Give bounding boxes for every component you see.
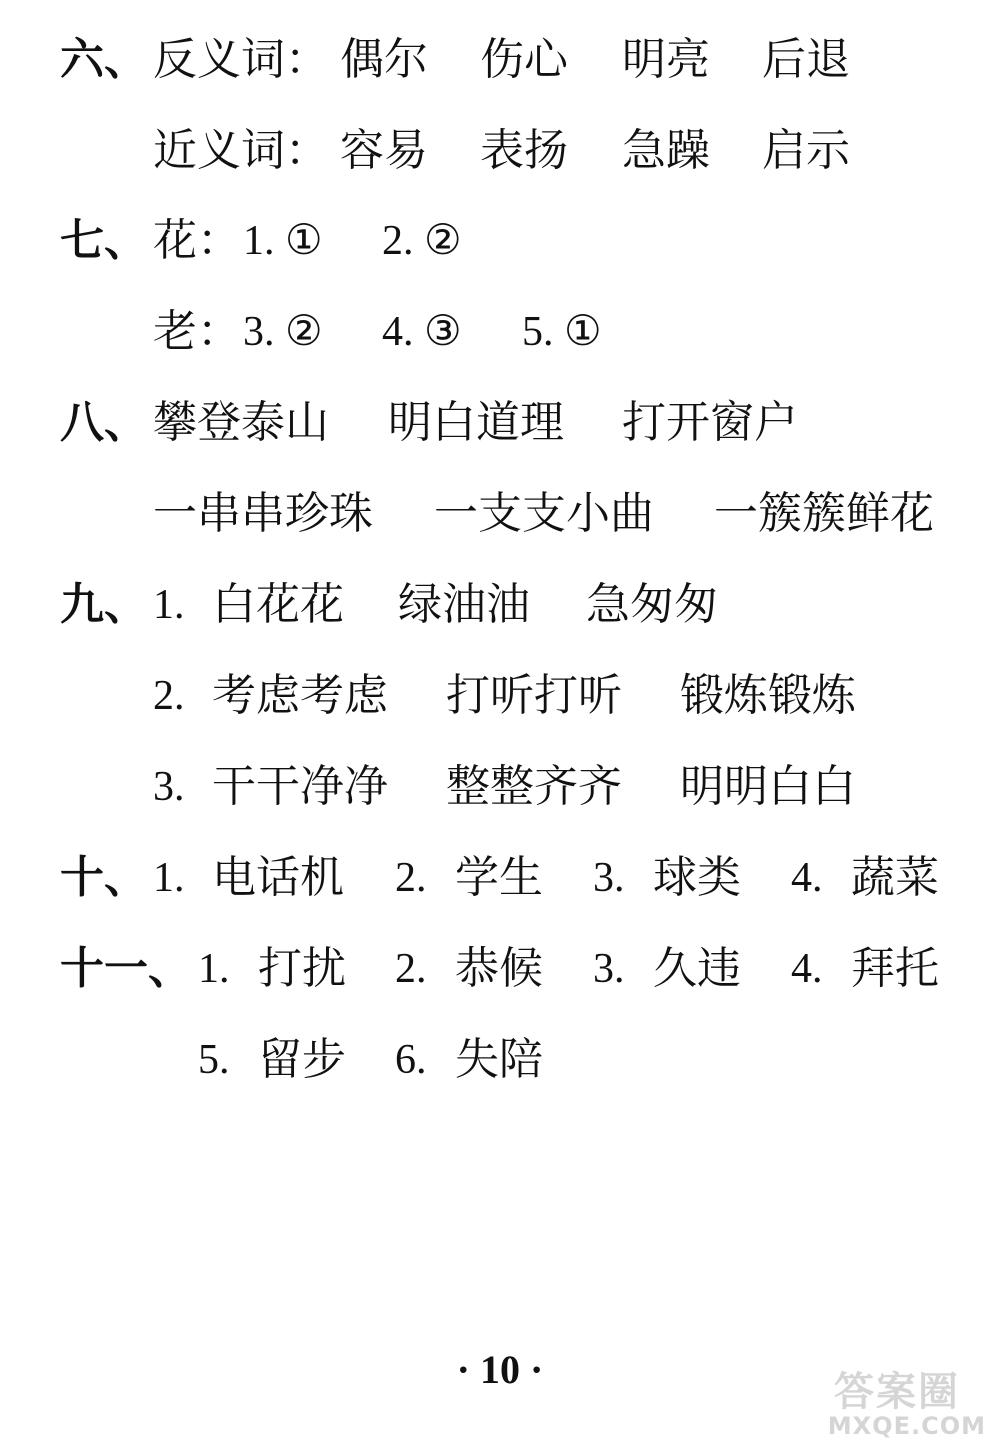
- item-number: 1.: [198, 946, 230, 992]
- label-synonyms: 近义词：: [153, 125, 329, 176]
- item-number: 3.: [593, 855, 625, 901]
- section-number: 十一、: [60, 943, 192, 994]
- answer-word: 锻炼锻炼: [680, 670, 856, 721]
- answer-word: 明明白白: [680, 761, 856, 812]
- answer-phrase: 一串串珍珠: [153, 488, 373, 539]
- answer-word: 蔬菜: [851, 852, 939, 903]
- item-number: 4.: [791, 855, 823, 901]
- item-number: 1.: [153, 855, 185, 901]
- answer-word: 偶尔: [340, 34, 428, 85]
- answer-word: 干干净净: [212, 761, 388, 812]
- answer-phrase: 攀登泰山: [153, 397, 329, 448]
- watermark-url: MXQE.COM: [827, 1412, 986, 1440]
- answer-word: 打听打听: [446, 670, 622, 721]
- item-number: 2.: [395, 946, 427, 992]
- answer-word: 明亮: [622, 34, 710, 85]
- item-number: 3.: [153, 764, 185, 810]
- answer-word: 白花花: [212, 579, 344, 630]
- answer-word: 绿油油: [398, 579, 530, 630]
- section-number: 八、: [60, 397, 148, 448]
- answer-choice: 2. ②: [382, 218, 462, 264]
- answer-word: 打扰: [258, 943, 346, 994]
- answer-word: 失陪: [455, 1034, 543, 1085]
- answer-word: 恭候: [455, 943, 543, 994]
- answer-phrase: 明白道理: [388, 397, 564, 448]
- answer-word: 学生: [455, 852, 543, 903]
- section-number: 十、: [60, 852, 148, 903]
- answer-choice: 4. ③: [382, 309, 462, 355]
- answer-word: 容易: [340, 125, 428, 176]
- label-hua: 花：: [153, 215, 241, 266]
- label-antonyms: 反义词：: [153, 34, 329, 85]
- answer-word: 电话机: [212, 852, 344, 903]
- section-number: 六、: [60, 34, 148, 85]
- item-number: 6.: [395, 1037, 427, 1083]
- answer-word: 急匆匆: [586, 579, 718, 630]
- watermark-logo: [800, 1360, 990, 1440]
- item-number: 5.: [198, 1037, 230, 1083]
- answer-choice: 5. ①: [522, 309, 602, 355]
- item-number: 3.: [593, 946, 625, 992]
- answer-choice: 1. ①: [243, 218, 323, 264]
- answer-word: 球类: [653, 852, 741, 903]
- watermark-text: 答案圈: [834, 1369, 960, 1415]
- page-number: · 10 ·: [456, 1347, 544, 1392]
- answer-word: 后退: [762, 34, 850, 85]
- answer-word: 久违: [653, 943, 741, 994]
- answer-word: 表扬: [480, 125, 568, 176]
- section-number: 九、: [60, 579, 148, 630]
- answer-word: 留步: [258, 1034, 346, 1085]
- answer-word: 伤心: [480, 34, 568, 85]
- item-number: 2.: [395, 855, 427, 901]
- answer-phrase: 一簇簇鲜花: [714, 488, 934, 539]
- answer-word: 启示: [762, 125, 850, 176]
- answer-word: 拜托: [851, 943, 939, 994]
- answer-phrase: 打开窗户: [622, 397, 798, 448]
- item-number: 1.: [153, 582, 185, 628]
- item-number: 4.: [791, 946, 823, 992]
- answer-word: 整整齐齐: [446, 761, 622, 812]
- answer-choice: 3. ②: [243, 309, 323, 355]
- section-number: 七、: [60, 215, 148, 266]
- label-lao: 老：: [153, 306, 241, 357]
- answer-phrase: 一支支小曲: [434, 488, 654, 539]
- item-number: 2.: [153, 673, 185, 719]
- answer-word: 急躁: [622, 125, 710, 176]
- answer-word: 考虑考虑: [212, 670, 388, 721]
